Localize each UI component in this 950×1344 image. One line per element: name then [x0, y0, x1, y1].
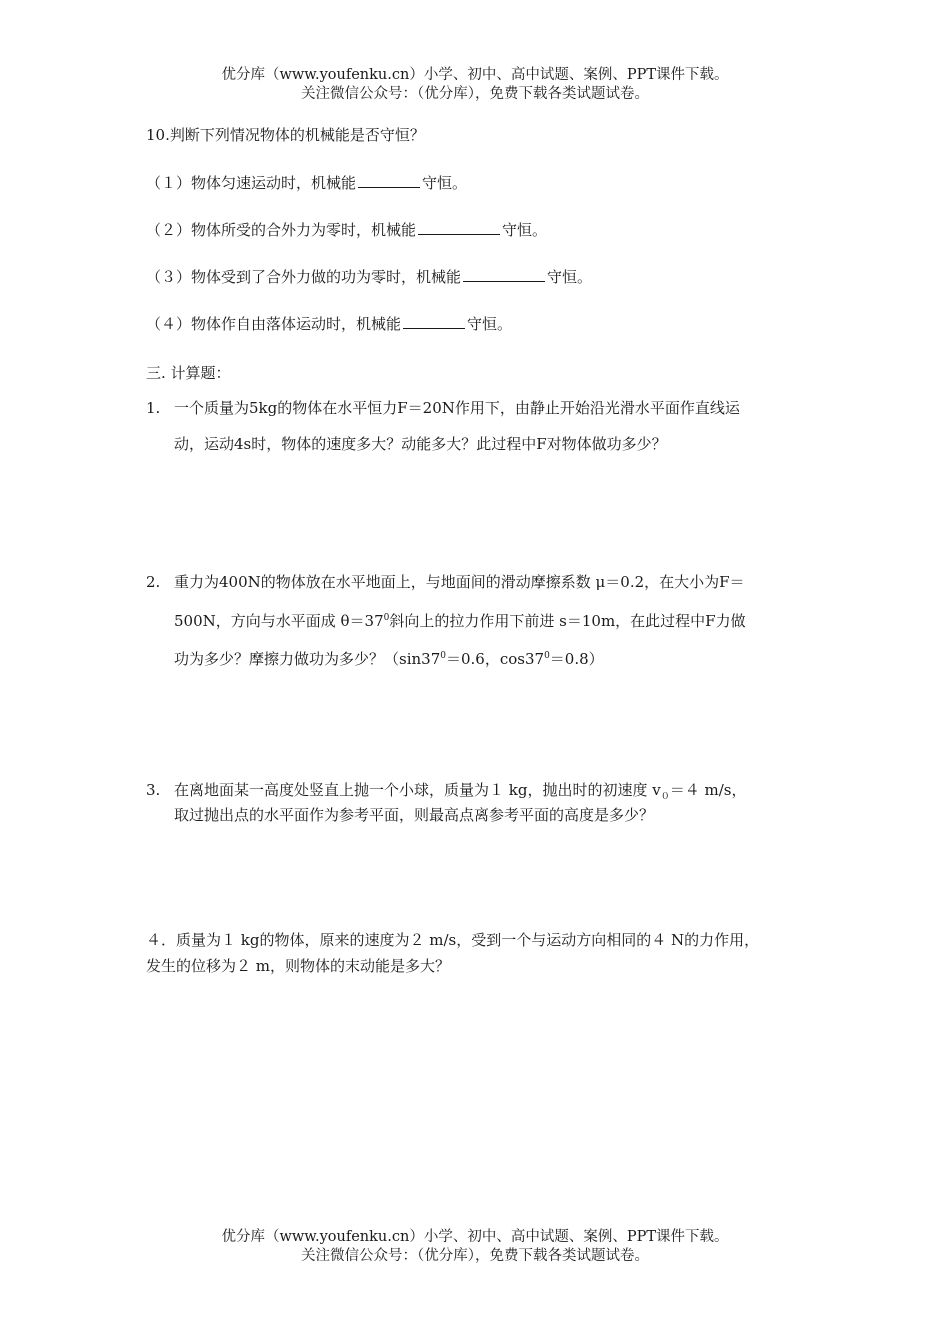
- item-2-text: （２）物体所受的合外力为零时，机械能: [146, 221, 417, 239]
- problem-4-line-1: ４．质量为１ kg的物体，原来的速度为２ m/s，受到一个与运动方向相同的４ N的力作用，: [146, 931, 760, 949]
- page-header: [0, 66, 950, 104]
- header-line-1: 优分库（www.youfenku.cn）小学、初中、高中试题、案例、PPT课件下载。: [221, 67, 729, 83]
- problem-2-line-3-a: 功为多少？摩擦力做功为多少？（sin37: [174, 650, 441, 668]
- item-1-text: （１）物体匀速运动时，机械能: [146, 174, 357, 192]
- problem-3-line-1-a: 在离地面某一高度处竖直上抛一个小球，质量为１ kg，抛出时的初速度 v: [174, 781, 661, 799]
- problem-2-number: 2.: [146, 573, 161, 591]
- problem-1-number: 1.: [146, 399, 161, 417]
- item-3-text: （３）物体受到了合外力做的功为零时，机械能: [146, 268, 462, 286]
- item-3-suffix: 守恒。: [547, 268, 593, 286]
- item-1-suffix: 守恒。: [422, 174, 468, 192]
- subscript-zero: ０: [660, 792, 670, 802]
- question-10-item-4: [146, 313, 512, 335]
- footer-line-2: 关注微信公众号：（优分库），免费下载各类试题试卷。: [301, 1248, 649, 1264]
- page-footer: [0, 1228, 950, 1266]
- problem-1-line-1: 一个质量为5kg的物体在水平恒力F＝20N作用下，由静止开始沿光滑水平面作直线运: [174, 399, 740, 417]
- answer-blank-2[interactable]: [418, 219, 500, 235]
- problem-2-line-3-c: ＝0.8）: [549, 650, 604, 668]
- question-10-item-1: [146, 172, 467, 194]
- problem-2-line-3: [174, 645, 604, 670]
- degree-sup: 0: [544, 651, 550, 661]
- problem-2-line-2: [174, 607, 746, 632]
- problem-3-number: 3.: [146, 781, 161, 799]
- answer-blank-3[interactable]: [463, 266, 545, 282]
- problem-1-line-2: 动，运动4s时，物体的速度多大？动能多大？此过程中F对物体做功多少？: [174, 435, 667, 453]
- answer-blank-4[interactable]: [403, 313, 465, 329]
- problem-2-line-2-a: 500N，方向与水平面成 θ＝37: [174, 612, 384, 630]
- problem-2-line-1: 重力为400N的物体放在水平地面上，与地面间的滑动摩擦系数 μ＝0.2，在大小为F＝: [174, 573, 745, 591]
- item-4-text: （４）物体作自由落体运动时，机械能: [146, 315, 402, 333]
- problem-3-line-1-b: ＝４ m/s，: [669, 781, 747, 799]
- problem-2-line-3-b: ＝0.6，cos37: [445, 650, 545, 668]
- header-line-2: 关注微信公众号：（优分库），免费下载各类试题试卷。: [301, 86, 649, 102]
- answer-blank-1[interactable]: [358, 172, 420, 188]
- section-3-title: 三. 计算题：: [146, 364, 231, 382]
- item-4-suffix: 守恒。: [467, 315, 513, 333]
- question-10-item-3: [146, 266, 592, 288]
- degree-sup: 0: [440, 651, 446, 661]
- problem-2-line-2-b: 斜向上的拉力作用下前进 s＝10m，在此过程中F力做: [389, 612, 746, 630]
- question-10-title: 10.判断下列情况物体的机械能是否守恒？: [146, 126, 425, 144]
- degree-sup: 0: [383, 613, 390, 623]
- question-10-item-2: [146, 219, 547, 241]
- item-2-suffix: 守恒。: [502, 221, 548, 239]
- problem-4-line-2: 发生的位移为２ m，则物体的末动能是多大？: [146, 957, 450, 975]
- footer-line-1: 优分库（www.youfenku.cn）小学、初中、高中试题、案例、PPT课件下载。: [221, 1229, 729, 1245]
- problem-3-line-2: 取过抛出点的水平面作为参考平面，则最高点离参考平面的高度是多少？: [174, 806, 655, 824]
